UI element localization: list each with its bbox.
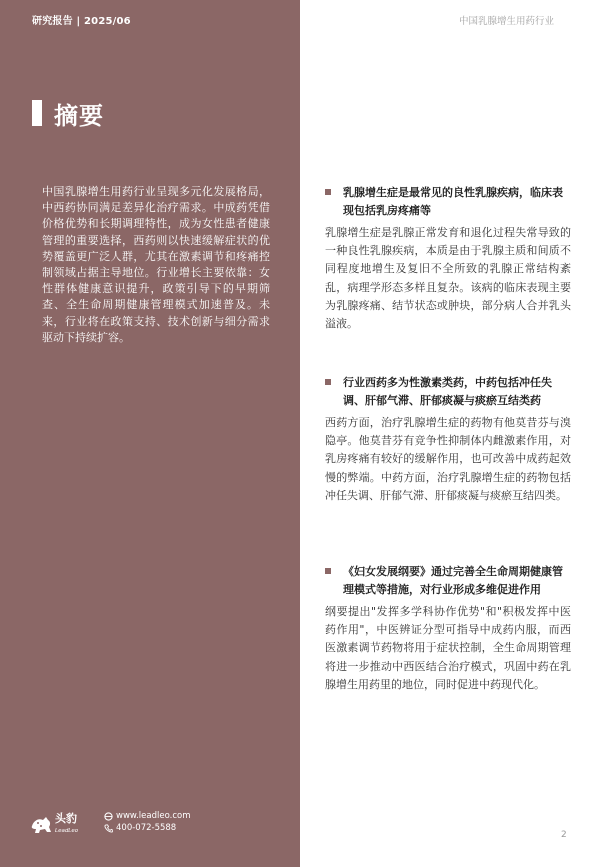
page-number: 2	[561, 830, 567, 840]
logo-subtext: LeadLeo	[55, 828, 79, 834]
website-link[interactable]: www.leadleo.com	[116, 811, 191, 821]
leadleo-logo-icon	[30, 808, 94, 836]
square-bullet-icon	[325, 189, 331, 195]
key-point-heading	[325, 184, 571, 220]
globe-icon	[104, 812, 113, 821]
phone-icon	[104, 824, 113, 833]
key-point-1	[325, 184, 571, 333]
key-point-heading	[325, 563, 571, 599]
key-point-heading-text: 《妇女发展纲要》通过完善全生命周期健康管理模式等措施，对行业形成多维促进作用	[343, 565, 563, 596]
title-bar	[32, 100, 42, 126]
website-row	[104, 810, 190, 822]
key-point-3	[325, 563, 571, 694]
key-point-2	[325, 374, 571, 505]
logo-text: 头豹	[55, 812, 77, 825]
brand-contact	[104, 810, 190, 834]
key-point-body: 西药方面，治疗乳腺增生症的药物有他莫昔芬与溴隐亭。他莫昔芬有竞争性抑制体内雌激素作用，对乳房疼痛有较好的缓解作用，也可改善中成药起效慢的弊端。中药方面，治疗乳腺增生症的药物包括冲任失调、肝郁气滞、肝郁痰凝与痰瘀互结四类。	[325, 416, 571, 502]
report-industry-header: 中国乳腺增生用药行业	[458, 16, 554, 27]
phone-number: 400-072-5588	[116, 823, 177, 833]
square-bullet-icon	[325, 568, 331, 574]
key-point-heading-text: 乳腺增生症是最常见的良性乳腺疾病，临床表现包括乳房疼痛等	[343, 186, 563, 217]
section-title	[32, 96, 104, 130]
phone-row	[104, 822, 190, 834]
key-point-heading-text: 行业西药多为性激素类药，中药包括冲任失调、肝郁气滞、肝郁痰凝与痰瘀互结类药	[343, 376, 552, 407]
report-tag: 研究报告 | 2025/06	[32, 16, 131, 27]
key-point-heading	[325, 374, 571, 410]
key-point-body: 纲要提出"发挥多学科协作优势"和"积极发挥中医药作用"，中医辨证分型可指导中成药内服，而西医激素调节药物将用于症状控制，全生命周期管理将进一步推动中西医结合治疗模式，巩固中药在乳腺增生用药里的地位，同时促进中药现代化。	[325, 605, 571, 691]
summary-text: 中国乳腺增生用药行业呈现多元化发展格局，中西药协同满足差异化治疗需求。中成药凭借价格优势和长期调理特性，成为女性患者健康管理的重要选择，西药则以快速缓解症状的优势覆盖更广泛人群，尤其在激素调节和疼痛控制领域占据主导地位。行业增长主要依靠：女性群体健康意识提升，政策引导下的早期筛查、全生命周期健康管理模式加速普及。未来，行业将在政策支持、技术创新与细分需求驱动下持续扩容。	[42, 185, 270, 344]
brand-block	[30, 808, 190, 836]
square-bullet-icon	[325, 379, 331, 385]
key-point-body: 乳腺增生症是乳腺正常发育和退化过程失常导致的一种良性乳腺疾病，本质是由于乳腺主质和间质不同程度地增生及复旧不全所致的乳腺正常结构紊乱，病理学形态多样且复杂。该病的临床表现主要为乳腺疼痛、结节状态或肿块，部分病人合并乳头溢液。	[325, 226, 571, 331]
page-title: 摘要	[54, 101, 104, 130]
